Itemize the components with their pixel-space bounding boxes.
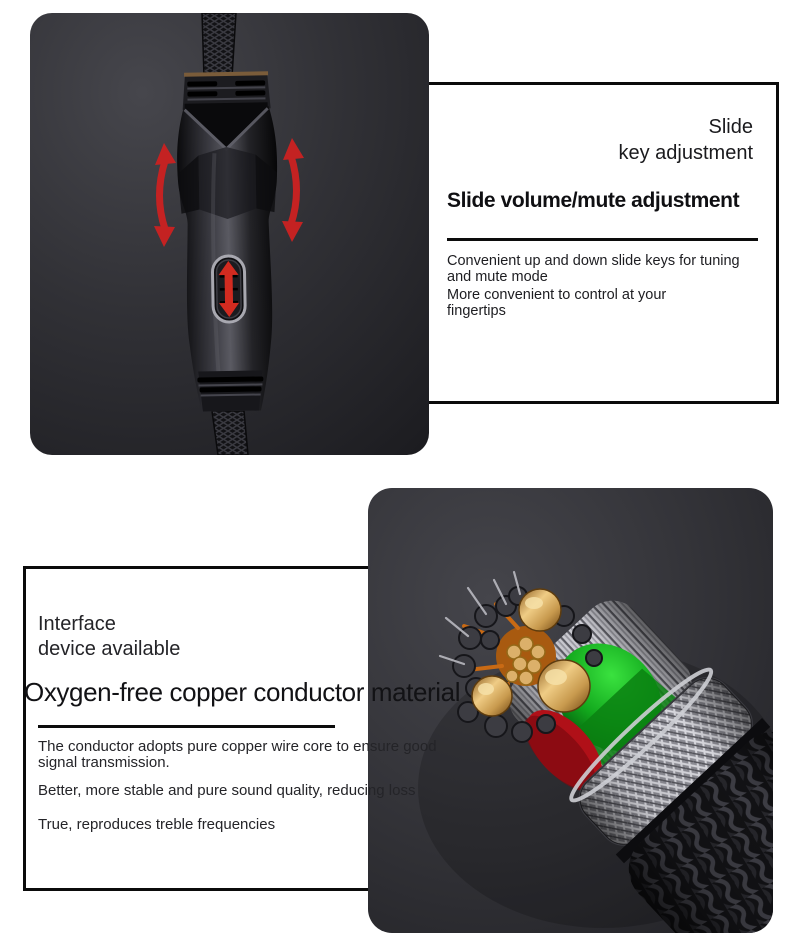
bottom-heading: Oxygen-free copper conductor material (24, 677, 461, 707)
top-kicker-line-1: Slide (708, 116, 753, 138)
bottom-body-line: signal transmission. (38, 754, 170, 771)
bottom-text-panel (24, 612, 638, 833)
bottom-divider-rule (38, 725, 335, 728)
cable-bottom (212, 411, 248, 455)
top-body-line: and mute mode (447, 269, 548, 285)
bottom-body-line: Better, more stable and pure sound quality, reducing loss (38, 782, 416, 799)
top-text-panel (447, 114, 758, 319)
bottom-body-text (38, 739, 638, 833)
top-kicker (447, 114, 758, 166)
top-body-line: More convenient to control at your (447, 287, 667, 303)
top-body-line: fingertips (447, 303, 506, 319)
cable-top (202, 13, 236, 77)
bottom-kicker (38, 612, 638, 662)
top-body-text (447, 253, 758, 319)
bottom-kicker-line-2: device available (38, 638, 181, 660)
top-divider-rule (447, 238, 758, 241)
top-heading: Slide volume/mute adjustment (447, 189, 740, 212)
top-kicker-line-2: key adjustment (618, 142, 753, 164)
volume-control-photo (30, 13, 429, 455)
top-body-line: Convenient up and down slide keys for tuning (447, 253, 740, 269)
bottom-body-line: True, reproduces treble frequencies (38, 816, 276, 833)
bottom-kicker-line-1: Interface (38, 613, 116, 635)
volume-control-illustration (30, 13, 429, 455)
bottom-body-line: The conductor adopts pure copper wire core to ensure good (38, 738, 437, 755)
